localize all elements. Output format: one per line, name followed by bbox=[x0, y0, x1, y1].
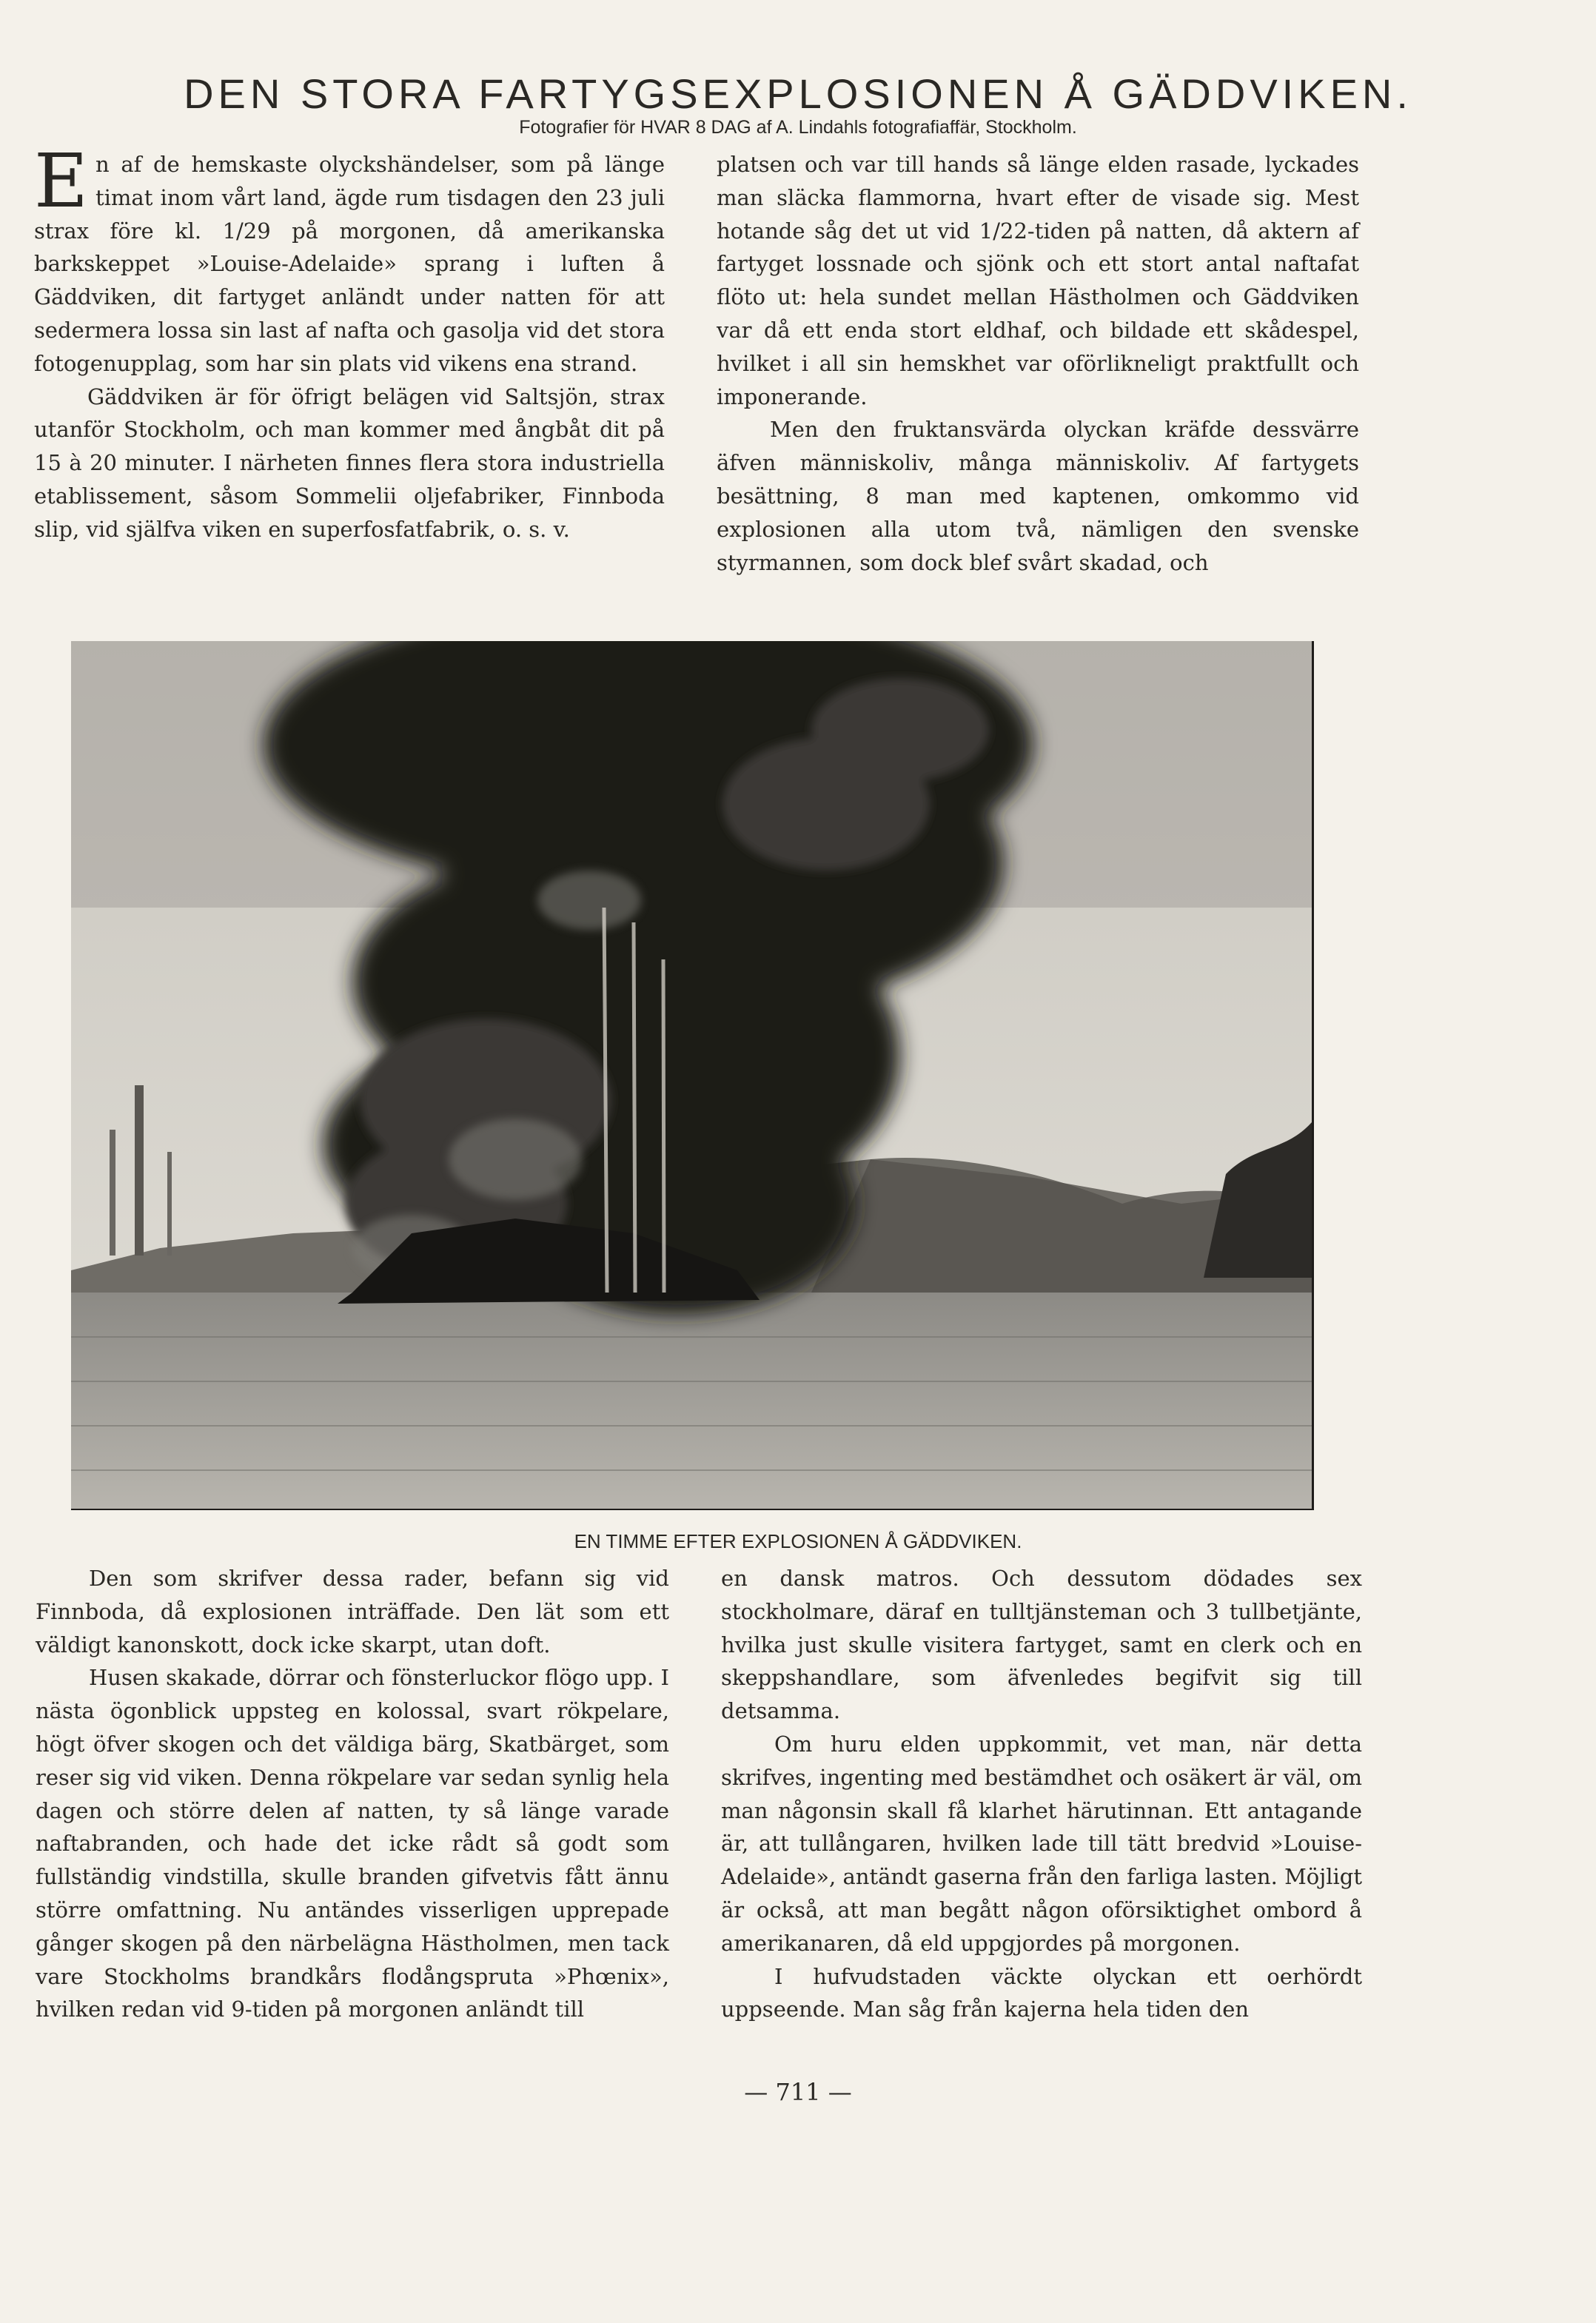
photo-credit: Fotografier för HVAR 8 DAG af A. Lindahls fotografiaffär, Stockholm. bbox=[519, 117, 1077, 138]
paragraph-victims: Men den fruktansvärda olyckan kräfde dessvärre äfven människoliv, många människoliv. Af fartygets besättning, 8 man med kaptenen, omkommo vid explosionen alla utom två, nämligen den svenske styrmannen, som dock blef svårt skadad, och bbox=[717, 417, 1359, 575]
paragraph-casualties: en dansk matros. Och dessutom dödades sex stockholmare, däraf en tulltjänsteman och 3 tullbetjänte, hvilka just skulle visitera fartyget, samt en clerk och en skeppshandlare, som äfvenledes begifvit sig till detsamma. bbox=[721, 1566, 1362, 1724]
column-top-right bbox=[717, 148, 1359, 579]
paragraph-location: Gäddviken är för öfrigt belägen vid Saltsjön, strax utanför Stockholm, och man kommer med ångbåt dit på 15 à 20 minuter. I närheten finnes flera stora industriella etablissement, såsom Sommelii oljefabriker, Finnboda slip, vid själfva viken en superfosfatfabrik, o. s. v. bbox=[34, 383, 665, 542]
smoke-column-illustration bbox=[71, 641, 1312, 1509]
column-bottom-right bbox=[721, 1562, 1362, 2026]
paragraph-intro bbox=[34, 138, 665, 381]
photo-caption: EN TIMME EFTER EXPLOSIONEN Å GÄDDVIKEN. bbox=[574, 1530, 1022, 1552]
paragraph-intro-text: n af de hemskaste olyckshändelser, som på länge timat inom vårt land, ägde rum tisdagen den 23 juli strax före kl. 1/29 på morgonen, då amerikanska barkskeppet »Louise-Adelaide» sprang i luften å Gäddviken, dit fartyget anländt under natten för att sedermera lossa sin last af nafta och gasolja vid det stora fotogenupplag, som har sin plats vid vikens ena strand. bbox=[34, 152, 665, 376]
column-bottom-left bbox=[36, 1562, 669, 2026]
paragraph-cause: Om huru elden uppkommit, vet man, när detta skrifves, ingenting med bestämdhet och osäkert är väl, om man någonsin skall få klarhet härutinnan. Ett antagande är, att tullångaren, hvilken lade till tätt bredvid »Louise-Adelaide», antändt gaserna från den farliga lasten. Möjligt är också, att man begått någon oförsiktighet ombord å amerikanaren, då eld uppgjordes på morgonen. bbox=[721, 1731, 1362, 1956]
column-top-left bbox=[34, 138, 665, 546]
page-number: — 711 — bbox=[744, 2078, 852, 2106]
paragraph-smoke: Husen skakade, dörrar och fönsterluckor flögo upp. I nästa ögonblick uppsteg en kolossal, svart rökpelare, högt öfver skogen och det väldiga bärg, Skatbärget, som reser sig vid viken. Denna rökpelare var sedan synlig hela dagen och större delen af natten, ty så länge varade naftabranden, och hade det icke rådt så godt som fullständig vindstilla, skulle branden gifvetvis fått ännu större omfattning. Nu antändes visserligen upprepade gånger skogen på den närbelägna Hästholmen, men tack vare Stockholms brandkårs flodångspruta »Phœnix», hvilken redan vid 9-tiden på morgonen anländt till bbox=[36, 1665, 669, 2022]
paragraph-witness: Den som skrifver dessa rader, befann sig vid Finnboda, då explosionen inträffade. Den lät som ett väldigt kanonskott, dock icke skarpt, utan doft. bbox=[36, 1566, 669, 1657]
paragraph-fire: platsen och var till hands så länge elden rasade, lyckades man släcka flammorna, hvart efter de visade sig. Mest hotande såg det ut vid 1/22-tiden på natten, då aktern af fartyget lossnade och sjönk och ett stort antal naftafat flöto ut: hela sundet mellan Hästholmen och Gäddviken var då ett enda stort eldhaf, och bildade ett skådespel, hvilket i all sin hemskhet var oförlikneligt praktfullt och imponerande. bbox=[717, 152, 1359, 409]
explosion-photograph bbox=[71, 641, 1314, 1510]
article-title: DEN STORA FARTYGSEXPLOSIONEN Å GÄDDVIKEN. bbox=[184, 70, 1412, 117]
drop-cap: E bbox=[34, 138, 88, 224]
paragraph-capital: I hufvudstaden väckte olyckan ett oerhördt uppseende. Man såg från kajerna hela tiden den bbox=[721, 1963, 1362, 2022]
